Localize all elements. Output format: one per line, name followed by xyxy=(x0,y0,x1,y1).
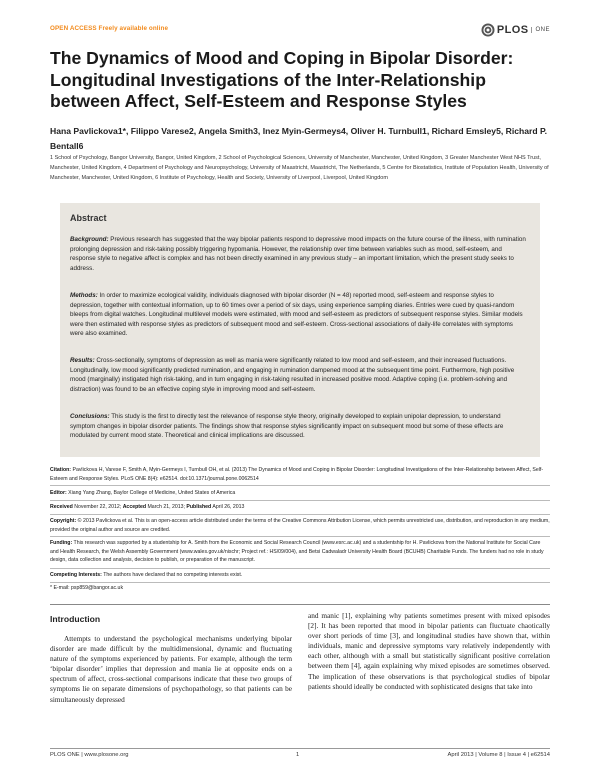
citation-text: Pavlickova H, Varese F, Smith A, Myin-Germeys I, Turnbull OH, et al. (2013) The Dynamics of Mood and Coping in Bipolar Disorder: Longitudinal Investigations of the Inter-Relationship between Affect, Self-Esteem and Response Styles. PLoS ONE 8(4): e62514. doi:10.1371/journal.pone.0062514 xyxy=(50,467,544,482)
conclusions-label: Conclusions: xyxy=(70,413,110,420)
methods-label: Methods: xyxy=(70,292,98,299)
open-access-text: OPEN ACCESS Freely available online xyxy=(50,25,169,32)
editor-line xyxy=(50,489,550,498)
citation-label: Citation: xyxy=(50,467,72,473)
corresponding-email: * E-mail: psp859@bangor.ac.uk xyxy=(50,585,124,591)
results-text: Cross-sectionally, symptoms of depression as well as mania were significantly related to low mood and self-esteem, and their increased fluctuations. Longitudinally, low mood significantly predicted rumination, and engaging in rumination dampened mood at the subsequent time point. Furthermore, high positive mood (marginally) instigated high risk-taking, and in turn engaging in risk-taking resulted in increased positive mood. Adaptive coping (i.e. problem-solving and distraction) was found to be an effective coping style in improving mood and self-esteem. xyxy=(70,357,515,393)
open-access-label xyxy=(50,25,168,32)
published-label: Published xyxy=(186,504,212,510)
editor-text: Xiang Yang Zhang, Baylor College of Medicine, United States of America xyxy=(66,490,236,496)
meta-divider xyxy=(50,500,550,501)
section-divider xyxy=(50,604,550,605)
copyright-text: © 2013 Pavlickova et al. This is an open-access article distributed under the terms of the Creative Commons Attribution License, which permits unrestricted use, distribution, and reproduction in any medium, provided the original author and source are credited. xyxy=(50,518,550,533)
accepted-label: Accepted xyxy=(122,504,147,510)
meta-divider xyxy=(50,582,550,583)
footer-issue: April 2013 | Volume 8 | Issue 4 | e62514 xyxy=(447,752,550,758)
conclusions-text: This study is the first to directly test the relevance of response style theory, originally developed to explain unipolar depression, to understand symptom changes in bipolar disorder patients. The findings show that response styles significantly impact on subsequent mood but some of these effects are modulated by current mood state. Theoretical and clinical implications are discussed. xyxy=(70,413,504,439)
paper-title: The Dynamics of Mood and Coping in Bipolar Disorder: Longitudinal Investigations of the Inter-Relationship between Affect, Self-Esteem and Response Styles xyxy=(50,48,514,111)
funding-block xyxy=(50,539,550,565)
abstract-box xyxy=(60,203,540,457)
abstract-results xyxy=(70,356,527,394)
editor-label: Editor: xyxy=(50,490,67,496)
competing-interests xyxy=(50,571,550,580)
funding-label: Funding: xyxy=(50,540,73,546)
copyright-label: Copyright: xyxy=(50,518,77,524)
competing-label: Competing Interests: xyxy=(50,572,102,578)
meta-divider xyxy=(50,568,550,569)
plos-logo-icon xyxy=(481,23,495,37)
results-label: Results: xyxy=(70,357,95,364)
plos-logo-text: PLOS xyxy=(496,24,529,36)
footer-journal: PLOS ONE | www.plosone.org xyxy=(50,752,129,758)
dates-line xyxy=(50,503,550,512)
author-affiliations: 1 School of Psychology, Bangor University, Bangor, United Kingdom, 2 School of Psychological Sciences, University of Manchester, Manchester, United Kingdom, 3 Greater Manchester West NHS Trust, Manchester, United Kingdom, 4 Department of Psychology and Neuropsychology, University of Maastricht, Maastricht, The Netherlands, 5 Centre for Biostatistics, Institute of Population Health, University of Manchester, Manchester, United Kingdom, 6 Institute of Psychology, Health and Society, University of Liverpool, Liverpool, United Kingdom xyxy=(50,155,549,181)
citation-block xyxy=(50,466,550,483)
published-date: April 26, 2013 xyxy=(211,504,245,510)
introduction-right-column: and manic [1], explaining why patients sometimes present with mixed episodes [2]. It has been reported that mood in bipolar patients can fluctuate chaotically over short periods of time [3], and longitudinal studies have shown that, within individuals, manic and depressive symptoms vary relatively independently with each other, although with a small but statistically significant positive correlation between them [4], again explaining why mixed episodes are sometimes observed. The implication of these observations is that psychological studies of bipolar patients should ideally be conducted with sophisticated designs that take into xyxy=(308,611,550,691)
abstract-heading: Abstract xyxy=(70,213,107,223)
background-text: Previous research has suggested that the way bipolar patients respond to depressive mood impacts on the future course of the illness, with rumination prolonging depression and risk-taking possibly triggering hypomania. However, the relationship over time between variables such as mood, self-esteem, and response style to negative affect is complex and has not been directly examined in any previous study – an important limitation, which the present study seeks to address. xyxy=(70,236,526,272)
footer-divider xyxy=(50,748,550,749)
page-header xyxy=(50,22,550,40)
plos-one-logo xyxy=(481,22,550,38)
abstract-conclusions xyxy=(70,412,527,441)
introduction-left-column: Attempts to understand the psychological mechanisms underlying bipolar disorder are made difficult by the multidimensional, dynamic and fluctuating nature of the symptoms experienced by patients. For example, although the term ‘bipolar disorder’ implies that depression and mania lie at opposite ends on a spectrum of affect, cross-sectional comparisons indicate that these two groups of symptoms lie on separate dimensions of psychopathology, so that patients can be simultaneously depressed xyxy=(50,634,292,704)
funding-text: This research was supported by a studentship for A. Smith from the Economic and Social Research Council (www.esrc.ac.uk) and a studentship for H. Pavlickova from the National Institute for Social Care and Health Research, the Welsh Assembly Government (www.wales.gov.uk/nischr; Project ref.: HS/09/004), and Betsi Cadwaladr University Health Board (BCUHB) Charitable Funds. The funders had no role in study design, data collection and analysis, decision to publish, or preparation of the manuscript. xyxy=(50,540,544,564)
received-date: November 22, 2012; xyxy=(72,504,123,510)
plos-one-text: ONE xyxy=(531,27,550,33)
methods-text: In order to maximize ecological validity, individuals diagnosed with bipolar disorder (N = 48) reported mood, self-esteem and response styles to depression, together with contextual information, up to 60 times over a period of six days, using experience sampling diaries. Entries were cued by quasi-random bleeps from digital watches. Longitudinal multilevel models were estimated, with mood and self-esteem as predictors of subsequent response styles. Similar models were then estimated with response styles as predictors of subsequent mood and self-esteem. Cross-sectional associations of daily-life correlates with symptoms were also examined. xyxy=(70,292,523,337)
received-label: Received xyxy=(50,504,73,510)
author-list: Hana Pavlickova1*, Filippo Varese2, Angela Smith3, Inez Myin-Germeys4, Oliver H. Turnbull1, Richard Emsley5, Richard P. Bentall6 xyxy=(50,126,548,151)
abstract-background xyxy=(70,235,527,273)
meta-divider xyxy=(50,536,550,537)
competing-text: The authors have declared that no competing interests exist. xyxy=(101,572,243,578)
background-label: Background: xyxy=(70,236,109,243)
meta-divider xyxy=(50,514,550,515)
footer-page-number: 1 xyxy=(296,752,300,758)
introduction-heading: Introduction xyxy=(50,614,101,624)
abstract-methods xyxy=(70,291,527,339)
meta-divider xyxy=(50,485,550,486)
accepted-date: March 21, 2013; xyxy=(146,504,187,510)
copyright-block xyxy=(50,517,550,534)
